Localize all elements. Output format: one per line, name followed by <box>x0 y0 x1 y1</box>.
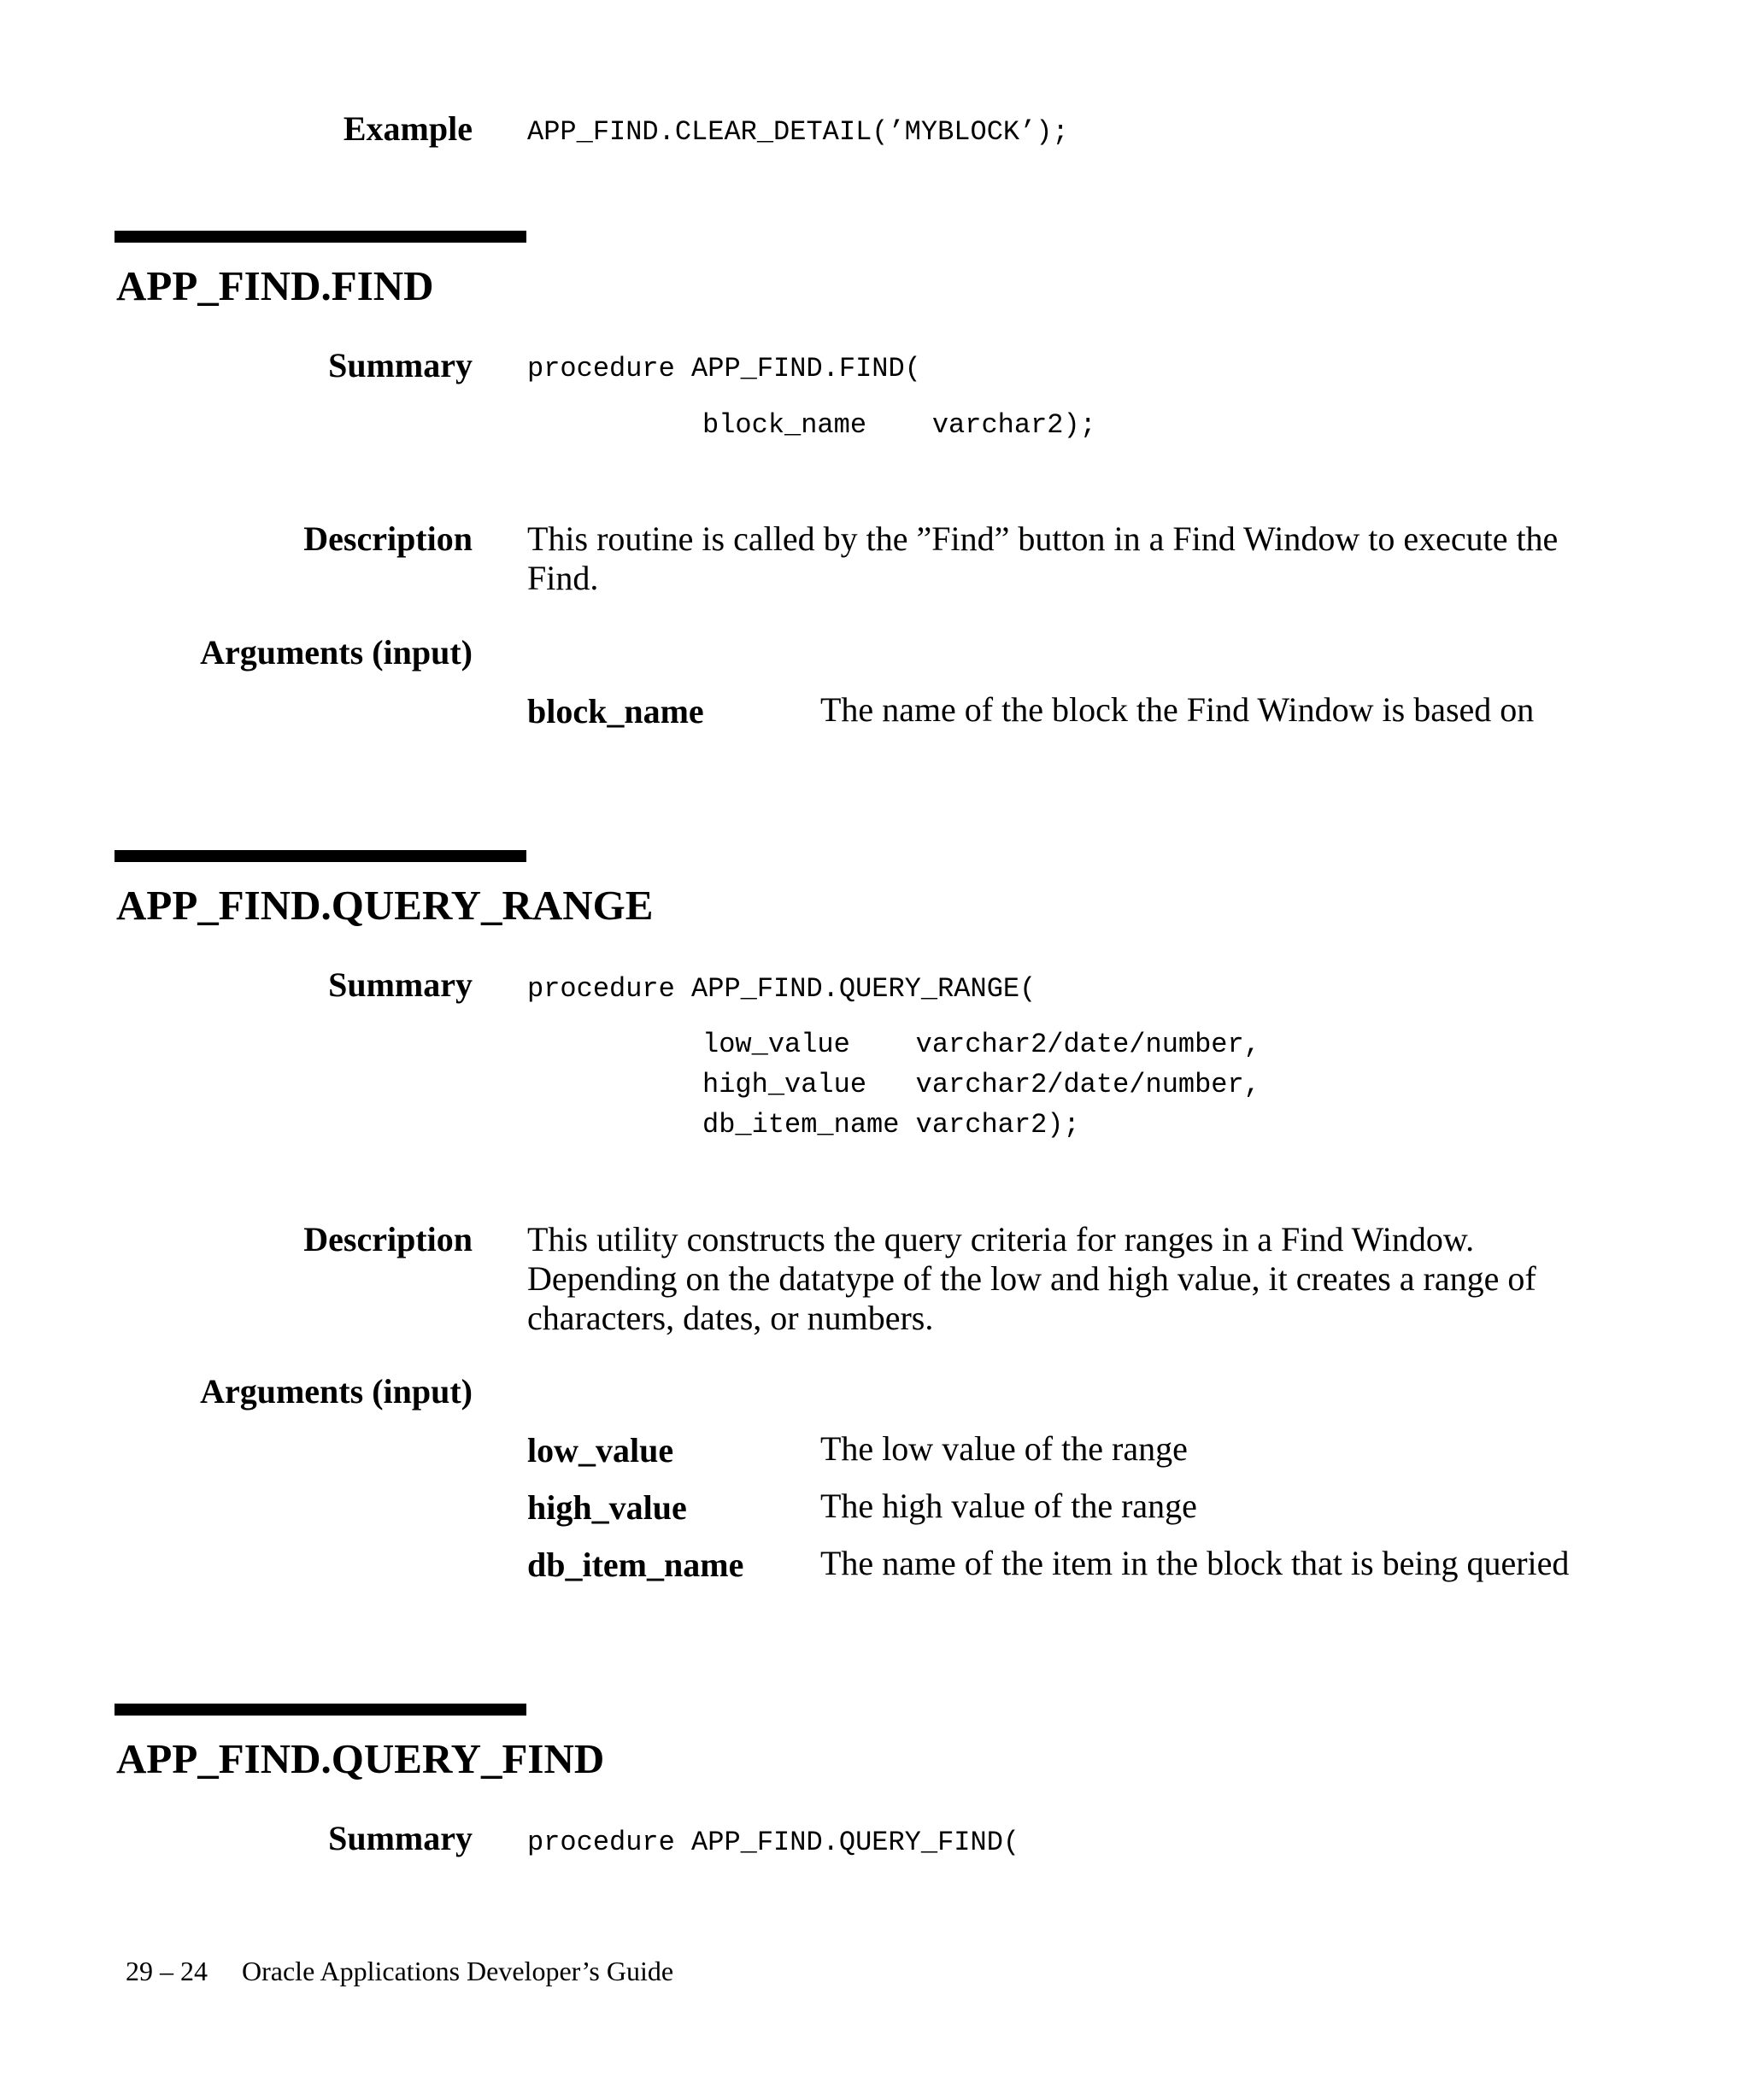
summary-param-line: block_name varchar2); <box>702 409 1096 441</box>
example-label: Example <box>343 109 473 148</box>
arguments-label: Arguments (input) <box>200 1372 473 1411</box>
summary-label: Summary <box>328 1819 473 1857</box>
argument-description: The name of the block the Find Window is based on <box>820 690 1535 729</box>
summary-label: Summary <box>328 346 473 384</box>
section-heading-query-find: APP_FIND.QUERY_FIND <box>116 1735 605 1782</box>
argument-name: db_item_name <box>527 1546 744 1584</box>
argument-description: The high value of the range <box>820 1487 1197 1525</box>
section-rule <box>115 231 526 243</box>
section-heading-query-range: APP_FIND.QUERY_RANGE <box>116 882 654 929</box>
summary-param-line: db_item_name varchar2); <box>702 1109 1080 1141</box>
argument-name: block_name <box>527 692 704 730</box>
summary-code-line: procedure APP_FIND.QUERY_FIND( <box>527 1827 1020 1858</box>
summary-label: Summary <box>328 965 473 1004</box>
summary-param-line: low_value varchar2/date/number, <box>702 1029 1260 1060</box>
argument-description: The low value of the range <box>820 1429 1188 1468</box>
summary-code-line: procedure APP_FIND.QUERY_RANGE( <box>527 973 1036 1005</box>
summary-param-line: high_value varchar2/date/number, <box>702 1069 1260 1100</box>
description-label: Description <box>303 519 473 558</box>
summary-code-line: procedure APP_FIND.FIND( <box>527 353 921 384</box>
book-title: Oracle Applications Developer’s Guide <box>242 1956 674 1986</box>
description-text: This utility constructs the query criteria for ranges in a Find Window. Depending on the datatype of the low and high value, it creates a range of characters, dates, or numbers. <box>527 1220 1536 1337</box>
argument-description: The name of the item in the block that is being queried <box>820 1544 1570 1582</box>
argument-name: high_value <box>527 1488 687 1527</box>
section-heading-find: APP_FIND.FIND <box>116 262 434 309</box>
description-text: This routine is called by the ”Find” button in a Find Window to execute the Find. <box>527 519 1559 597</box>
section-rule <box>115 1704 526 1716</box>
description-label: Description <box>303 1220 473 1258</box>
arguments-label: Arguments (input) <box>200 633 473 672</box>
argument-name: low_value <box>527 1431 674 1469</box>
section-rule <box>115 850 526 862</box>
page-number: 29 – 24 <box>126 1956 208 1986</box>
example-code: APP_FIND.CLEAR_DETAIL(’MYBLOCK’); <box>527 116 1069 148</box>
